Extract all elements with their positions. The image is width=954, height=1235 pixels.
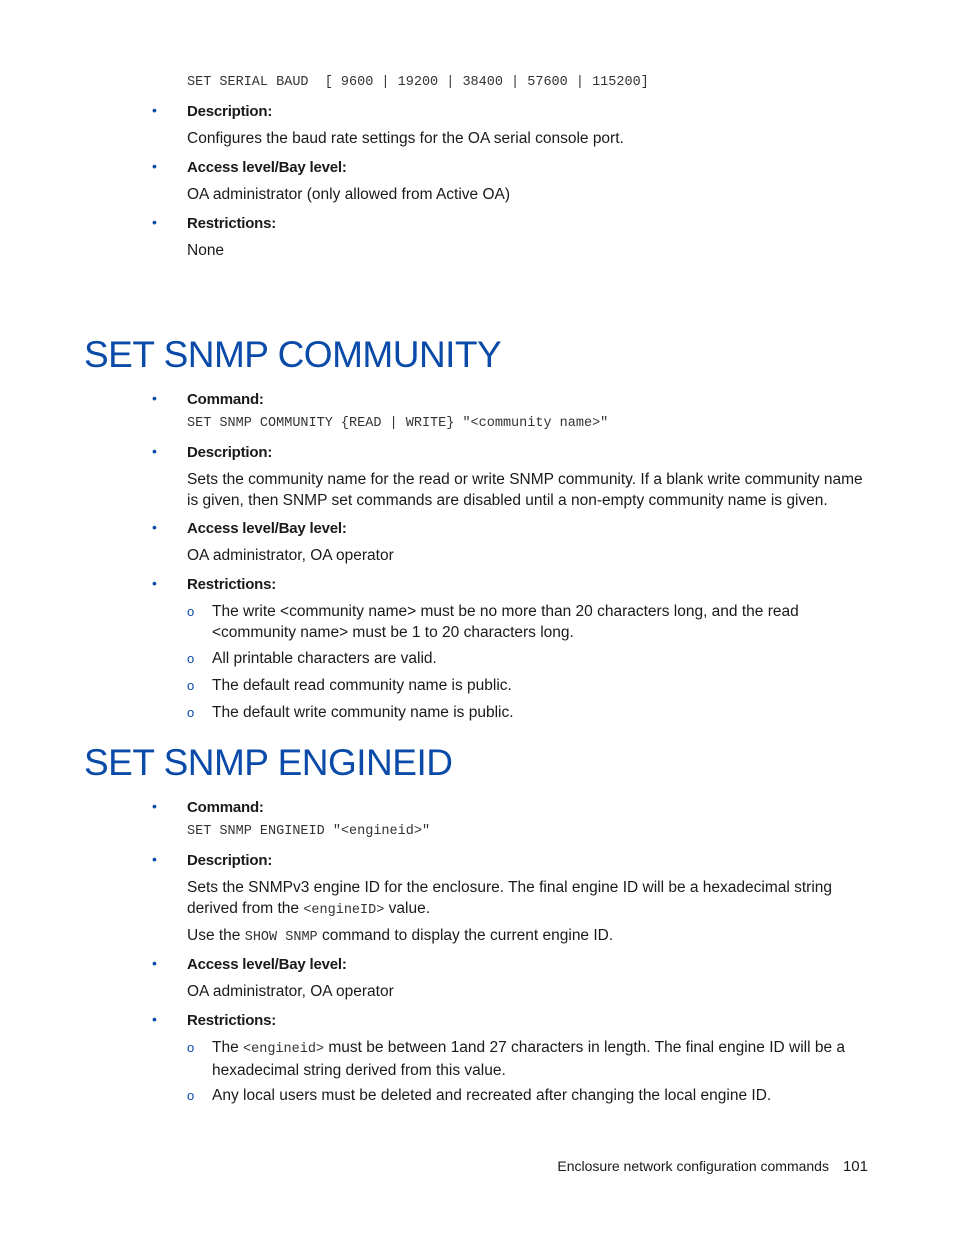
- sub-bullet-icon: o: [187, 1040, 195, 1055]
- community-description-label: Description:: [187, 444, 273, 461]
- engineid-restriction1-code: <engineid>: [243, 1042, 325, 1057]
- engineid-command-label: Command:: [187, 799, 264, 816]
- bullet-icon: •: [152, 443, 157, 459]
- bullet-icon: •: [152, 390, 157, 406]
- sub-bullet-icon: o: [187, 651, 195, 666]
- community-description-text: Sets the community name for the read or write SNMP community. If a blank write community name is given, then SNMP set commands are disabled until a non-empty community name is given.: [187, 471, 863, 509]
- bullet-icon: •: [152, 158, 157, 174]
- bullet-icon: •: [152, 102, 157, 118]
- serial-access-label: Access level/Bay level:: [187, 159, 347, 176]
- bullet-icon: •: [152, 1011, 157, 1027]
- engineid-restriction-item: Any local users must be deleted and recreated after changing the local engine ID.: [212, 1087, 772, 1104]
- serial-restrictions-label: Restrictions:: [187, 215, 277, 232]
- bullet-icon: •: [152, 851, 157, 867]
- community-access-label: Access level/Bay level:: [187, 520, 347, 537]
- engineid-restrictions-label: Restrictions:: [187, 1012, 277, 1029]
- community-restriction-item: The write <community name> must be no more than 20 characters long, and the read <community name> must be 1 to 20 characters long.: [212, 603, 799, 641]
- engineid-use-post: command to display the current engine ID.: [317, 927, 614, 944]
- engineid-restriction1-pre: The: [212, 1039, 244, 1056]
- engineid-use-text: [187, 925, 877, 948]
- engineid-description-pre: Sets the SNMPv3 engine ID for the enclosure. The final engine ID will be a hexadecimal string derived from the: [187, 879, 833, 917]
- heading-set-snmp-engineid: SET SNMP ENGINEID: [84, 742, 453, 783]
- serial-access-text: OA administrator (only allowed from Active OA): [187, 186, 511, 203]
- sub-bullet-icon: o: [187, 705, 195, 720]
- engineid-description-label: Description:: [187, 852, 273, 869]
- community-command-label: Command:: [187, 391, 264, 408]
- serial-restrictions-text: None: [187, 242, 225, 259]
- engineid-use-pre: Use the: [187, 927, 245, 944]
- community-restriction-item: The default write community name is public.: [212, 704, 514, 721]
- bullet-icon: •: [152, 798, 157, 814]
- footer-section-title: Enclosure network configuration commands: [557, 1158, 829, 1174]
- serial-description-text: Configures the baud rate settings for the OA serial console port.: [187, 130, 624, 147]
- engineid-command: SET SNMP ENGINEID "<engineid>": [187, 824, 431, 839]
- serial-description-label: Description:: [187, 103, 273, 120]
- engineid-description-post: value.: [384, 900, 430, 917]
- sub-bullet-icon: o: [187, 604, 195, 619]
- community-restrictions-label: Restrictions:: [187, 576, 277, 593]
- bullet-icon: •: [152, 575, 157, 591]
- engineid-description-code: <engineID>: [303, 903, 385, 918]
- engineid-description-text: [187, 877, 877, 921]
- engineid-use-code: SHOW SNMP: [244, 930, 318, 945]
- engineid-access-label: Access level/Bay level:: [187, 956, 347, 973]
- sub-bullet-icon: o: [187, 1088, 195, 1103]
- bullet-icon: •: [152, 955, 157, 971]
- engineid-access-text: OA administrator, OA operator: [187, 983, 394, 1000]
- bullet-icon: •: [152, 214, 157, 230]
- community-access-text: OA administrator, OA operator: [187, 547, 394, 564]
- heading-set-snmp-community: SET SNMP COMMUNITY: [84, 334, 502, 375]
- engineid-restriction1-post: must be between 1and 27 characters in length. The final engine ID will be a hexadecimal string derived from this value.: [212, 1039, 846, 1079]
- community-restriction-item: All printable characters are valid.: [212, 650, 437, 667]
- engineid-restriction-item: [212, 1037, 877, 1081]
- page-footer: [557, 1158, 868, 1175]
- bullet-icon: •: [152, 519, 157, 535]
- page-number: 101: [842, 1158, 868, 1175]
- community-command: SET SNMP COMMUNITY {READ | WRITE} "<community name>": [187, 416, 609, 431]
- community-restriction-item: The default read community name is public.: [212, 677, 512, 694]
- sub-bullet-icon: o: [187, 678, 195, 693]
- serial-baud-command: SET SERIAL BAUD [ 9600 | 19200 | 38400 | 57600 | 115200]: [187, 75, 649, 90]
